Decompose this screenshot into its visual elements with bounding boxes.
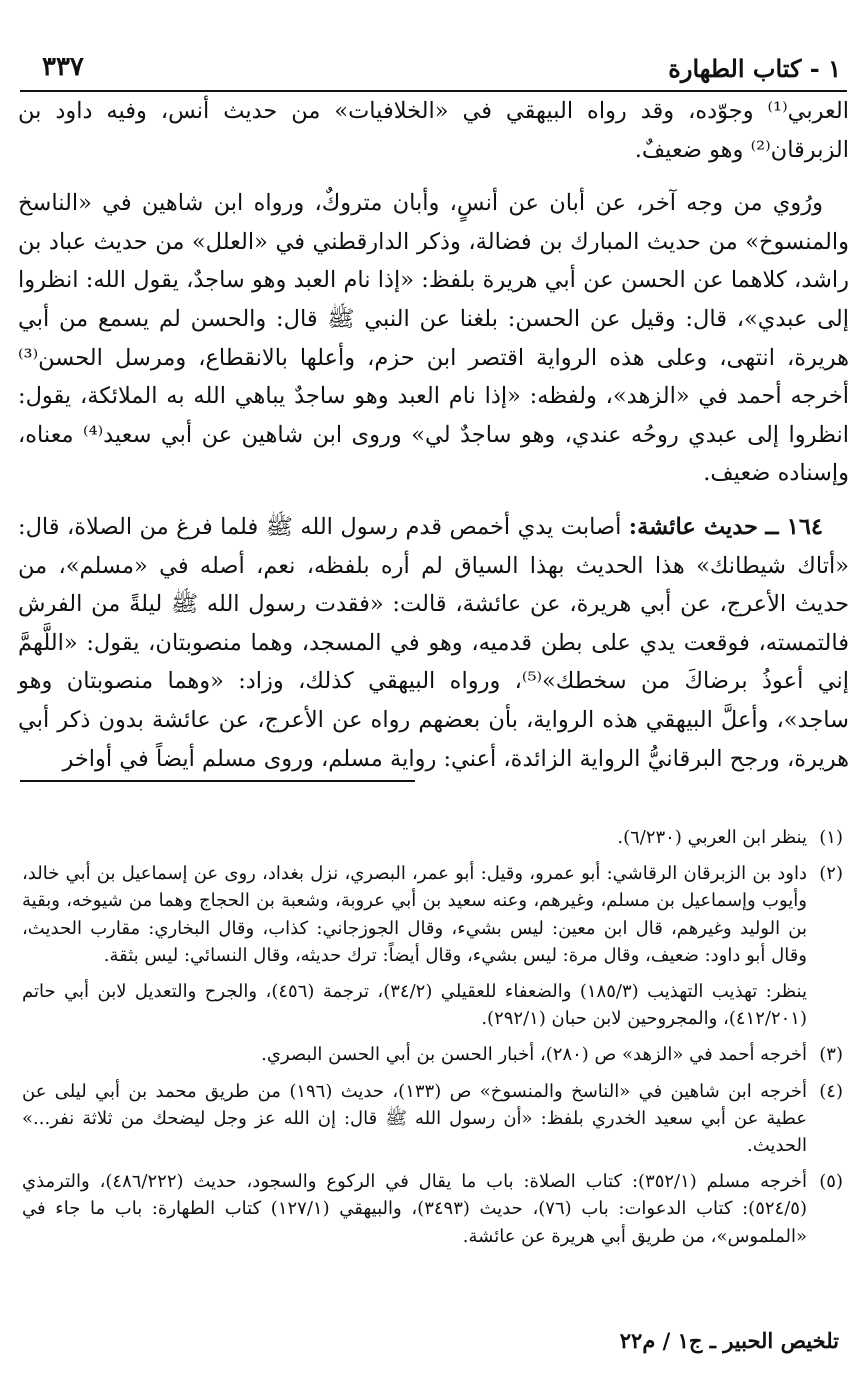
footnote-number: (١) — [819, 827, 843, 848]
main-text — [18, 92, 849, 793]
hadith-text: أصابت يدي أخمص قدم رسول الله ﷺ فلما فرغ من الصلاة، قال: «أتاك شيطانك» هذا الحديث بهذا السياق لم أره بلفظه، نعم، أصله في «مسلم»، من حديث الأعرج، عن أبي هريرة، عن عائشة، قالت: «فقدت رسول الله ﷺ ليلةً من الفرش فالتمسته، فوقعت يدي على بطن قدميه، وهو في المسجد، وهما منصوبتان، يقول: «اللَّهمَّ إني أعوذُ برضاكَ من سخطك»⁽⁵⁾، ورواه البيهقي كذلك، وزاد: «وهما منصوبتان وهو ساجد»، وأعلَّ البيهقي هذه الرواية، بأن بعضهم رواه عن الأعرج، عن عائشة بدون ذكر أبي هريرة، ورجح البرقانيُّ الرواية الزائدة، أعني: رواية مسلم، وروى مسلم أيضاً في أواخر — [18, 513, 849, 772]
hadith-heading: حديث عائشة: — [628, 513, 758, 540]
footnote-text: أخرجه أحمد في «الزهد» ص (٢٨٠)، أخبار الحسن بن أبي الحسن البصري. — [261, 1044, 807, 1066]
footnote-divider — [20, 780, 415, 782]
footnote — [22, 1041, 843, 1068]
hadith-number: ١٦٤ ــ — [765, 513, 823, 540]
footnote-text: ينظر ابن العربي (٦/٢٣٠). — [617, 827, 807, 848]
footnote — [22, 1078, 843, 1160]
page-number: ٣٣٧ — [42, 52, 84, 82]
chapter-title: ١ - كتاب الطهارة — [668, 54, 841, 83]
footnote — [22, 824, 843, 851]
footnote-text: أخرجه مسلم (٣٥٢/١): كتاب الصلاة: باب ما يقال في الركوع والسجود، حديث (٤٨٦/٢٢٢)، والترمذي (٥٢٤/٥): كتاب الدعوات: باب (٧٦)، حديث (٣٤٩٣)، والبيهقي (١٢٧/١) كتاب الطهارة: باب ما جاء في «الملموس»، من طريق أبي هريرة عن عائشة. — [22, 1171, 808, 1247]
footnote-number: (٥) — [819, 1171, 843, 1193]
footnote-number: (٤) — [819, 1080, 843, 1102]
paragraph: العربي⁽¹⁾ وجوّده، وقد رواه البيهقي في «الخلافيات» من حديث أنس، وفيه داود بن الزبرقان⁽²⁾ وهو ضعيفٌ. — [18, 98, 849, 163]
footnote — [22, 1168, 843, 1250]
footnote-text: أخرجه ابن شاهين في «الناسخ والمنسوخ» ص (١٣٣)، حديث (١٩٦) من طريق محمد بن أبي ليلى عن عطية عن أبي سعيد الخدري بلفظ: «أن رسول الله ﷺ قال: إن الله عز وجل ليضحك من ثلاثة نفر...» الحديث. — [22, 1080, 808, 1157]
footnote-text: داود بن الزبرقان الرقاشي: أبو عمرو، وقيل: أبو عمر، البصري، نزل بغداد، روى عن إسماعيل بن أبي خالد، وأيوب وإسماعيل بن مسلم، وغيرهم، وعنه سعيد بن أبي عروبة، وشعبة بن الحجاج وهما من شيوخه، وبقية بن الوليد وغيرهم، قال ابن معين: ليس بشيء، وقال الجوزجاني: كذاب، وقال البخاري: مقارب الحديث، وقال أبو داود: ضعيف، وقال مرة: ليس بشيء، وقال أيضاً: ترك حديثه، وقال النسائي: ليس بثقة. — [22, 863, 807, 966]
paragraph: ورُوي من وجه آخر، عن أبان عن أنسٍ، وأبان متروكٌ، ورواه ابن شاهين في «الناسخ والمنسوخ» من حديث المبارك بن فضالة، وذكر الدارقطني في «العلل» من حديث عباد بن راشد، كلاهما عن الحسن عن أبي هريرة بلفظ: «إذا نام العبد وهو ساجدٌ، يقول الله: انظروا إلى عبدي»، قال: وقيل عن الحسن: بلغنا عن النبي ﷺ قال: والحسن لم يسمع من أبي هريرة، انتهى، وعلى هذه الرواية اقتصر ابن حزم، وأعلها بالانقطاع، ومرسل الحسن⁽³⁾ أخرجه أحمد في «الزهد»، ولفظه: «إذا نام العبد وهو ساجدٌ يباهي الله به الملائكة، يقول: انظروا إلى عبدي روحُه عندي، وهو ساجدٌ لي» وروى ابن شاهين عن أبي سعيد⁽⁴⁾ معناه، وإسناده ضعيف. — [18, 190, 849, 487]
signature-line: تلخيص الحبير ـ ج١ / م٢٢ — [619, 1328, 839, 1353]
footnote — [22, 860, 843, 969]
hadith-entry — [18, 508, 849, 778]
footnotes — [22, 824, 843, 1259]
footnote-number: (٢) — [819, 863, 843, 885]
footnote-number: (٣) — [819, 1044, 843, 1066]
running-header — [20, 46, 847, 92]
footnote-continuation: ينظر: تهذيب التهذيب (١٨٥/٣) والضعفاء للعقيلي (٣٤/٢)، ترجمة (٤٥٦)، والجرح والتعديل لابن أبي حاتم (٤١٢/٢٠١)، والمجروحين لابن حبان (٢٩٢/١). — [22, 981, 807, 1030]
